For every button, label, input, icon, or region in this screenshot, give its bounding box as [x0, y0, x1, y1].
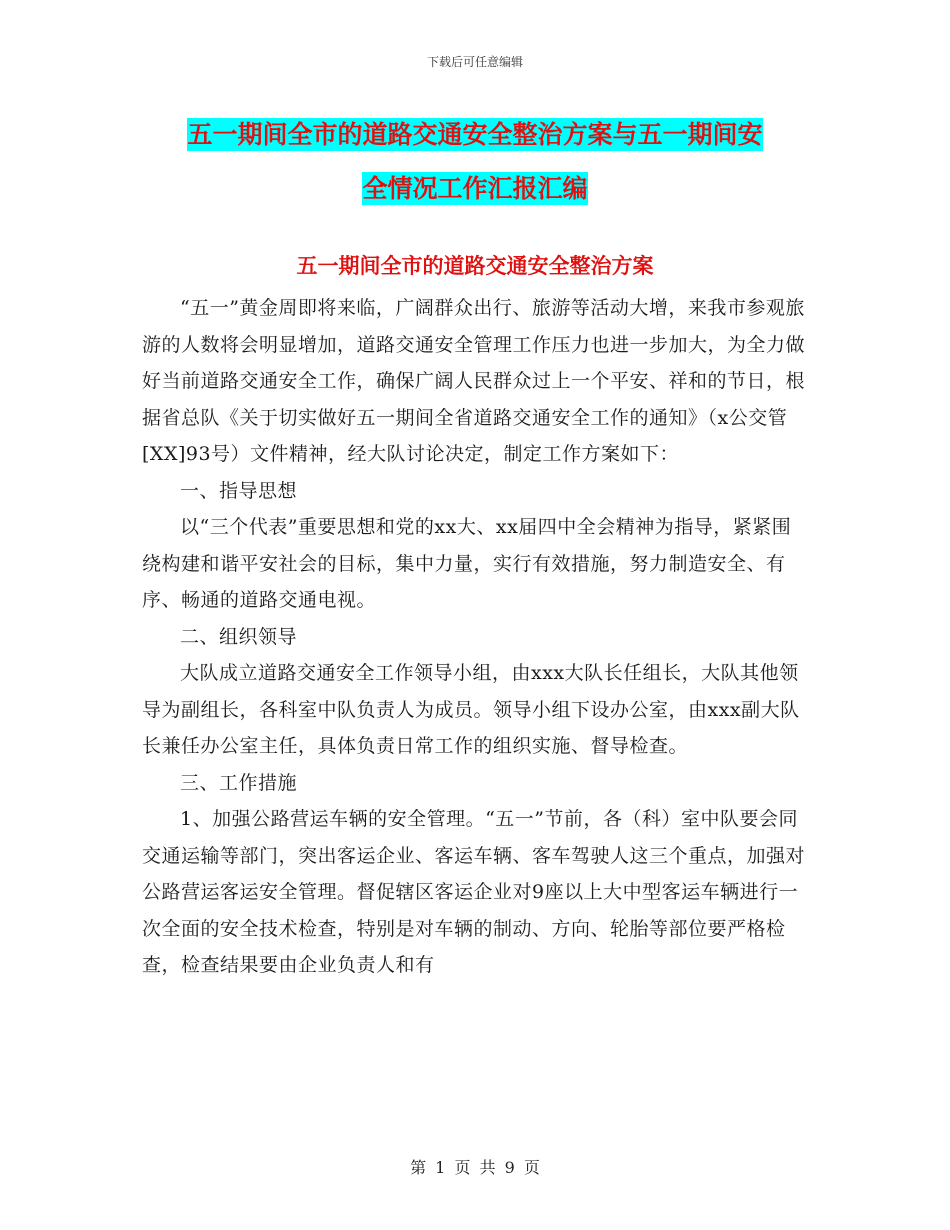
heading-organization: 二、组织领导 — [180, 625, 298, 648]
paragraph-intro: “五一”黄金周即将来临，广阔群众出行、旅游等活动大增，来我市参观旅游的人数将会明显增加，道路交通安全管理工作压力也进一步加大，为全力做好当前道路交通安全工作，确保广阔人民群众过上一个平安、祥和的节日，根据省总队《关于切实做好五一期间全省道路交通安全工作的通知》（x公交管[XX]93号）文件精神，经大队讨论决定，制定工作方案如下： — [142, 297, 806, 465]
document-body — [142, 290, 807, 984]
section-title: 五一期间全市的道路交通安全整治方案 — [296, 254, 654, 278]
page-header-note: 下载后可任意编辑 — [426, 55, 523, 69]
paragraph-measure-1: 1、加强公路营运车辆的安全管理。“五一”节前，各（科）室中队要会同交通运输等部门，突出客运企业、客运车辆、客车驾驶人这三个重点，加强对公路营运客运安全管理。督促辖区客运企业对9座以上大中型客运车辆进行一次全面的安全技术检查，特别是对车辆的制动、方向、轮胎等部位要严格检查，检查结果要由企业负责人和有 — [142, 808, 806, 976]
document-title-line1: 五一期间全市的道路交通安全整治方案与五一期间安 — [187, 120, 763, 149]
page-number: 第 1 页 共 9 页 — [410, 1158, 540, 1177]
paragraph-organization: 大队成立道路交通安全工作领导小组，由xxx大队长任组长，大队其他领导为副组长，各科室中队负责人为成员。领导小组下设办公室，由xxx副大队长兼任办公室主任，具体负责日常工作的组织实施、督导检查。 — [142, 662, 800, 757]
document-title-line2: 全情况工作汇报汇编 — [362, 174, 588, 203]
heading-guiding-ideology: 一、指导思想 — [180, 479, 298, 502]
document-title — [0, 108, 950, 216]
heading-measures: 三、工作措施 — [180, 771, 298, 794]
paragraph-guiding-ideology: 以“三个代表”重要思想和党的xx大、xx届四中全会精神为指导，紧紧围绕构建和谐平安社会的目标，集中力量，实行有效措施，努力制造安全、有序、畅通的道路交通电视。 — [142, 516, 792, 611]
